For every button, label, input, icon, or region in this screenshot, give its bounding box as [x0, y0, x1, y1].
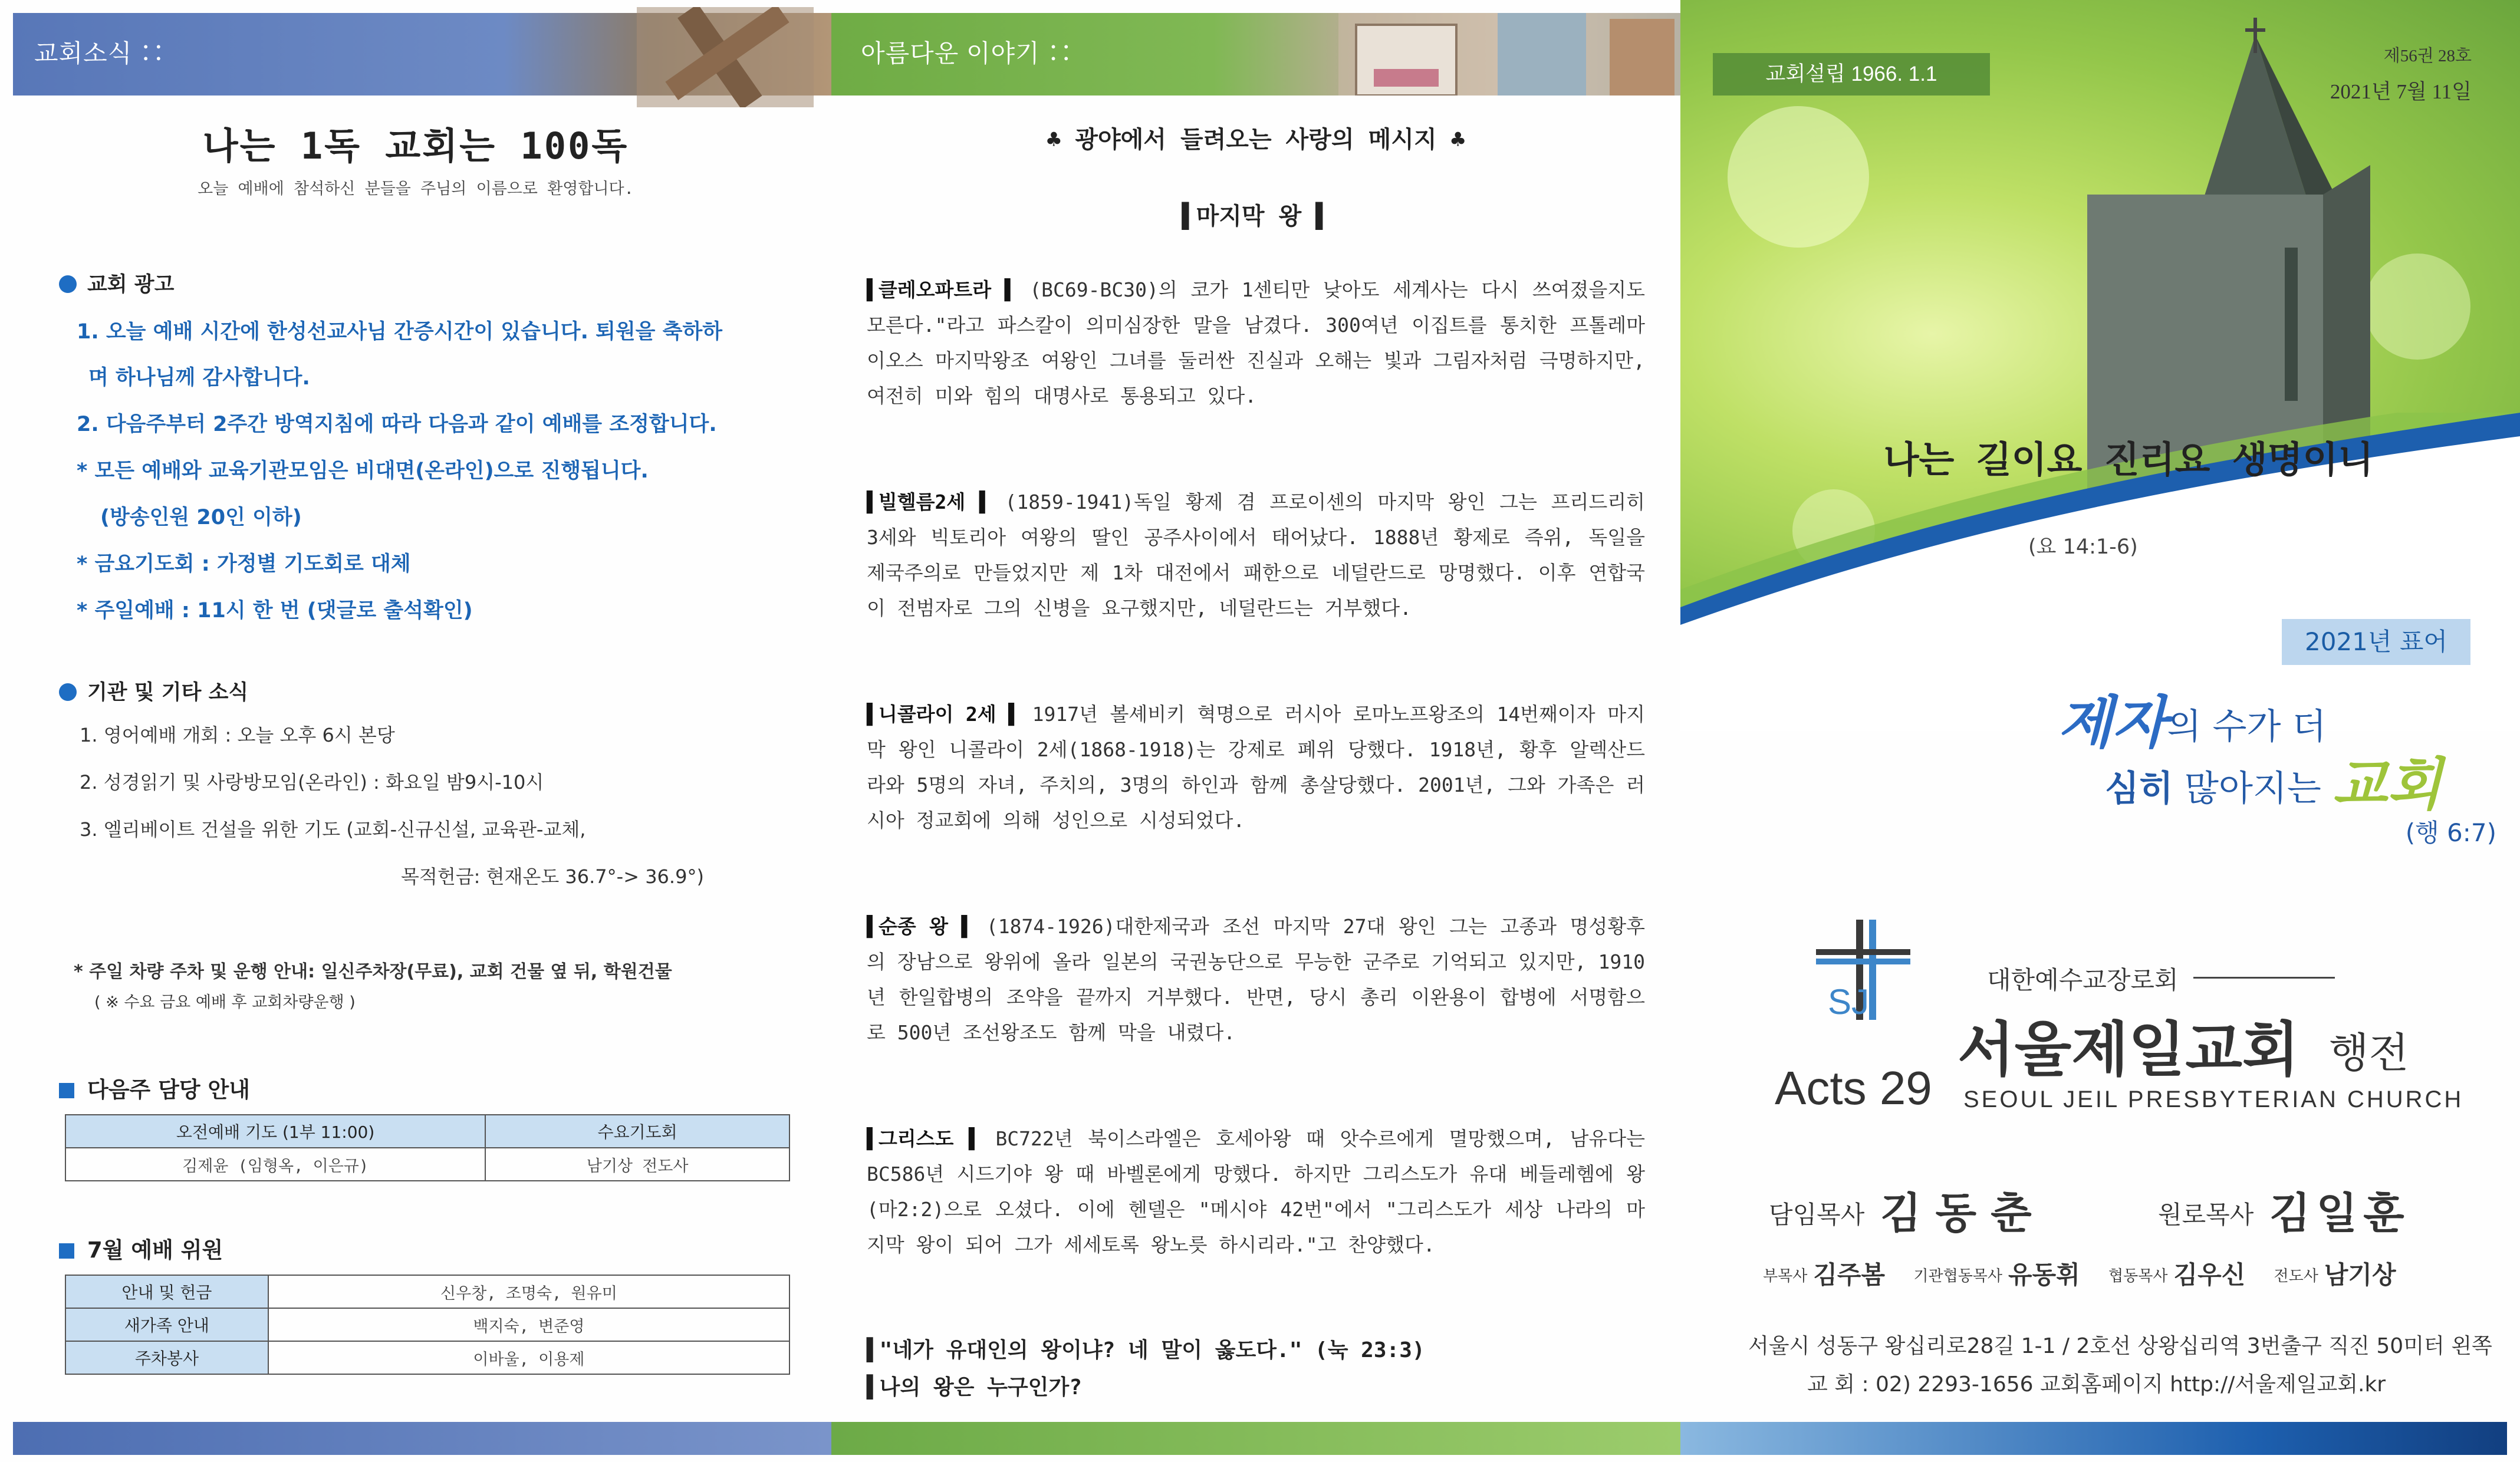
table-row — [65, 1308, 789, 1341]
church-name-english: SEOUL JEIL PRESBYTERIAN CHURCH — [1963, 1086, 2464, 1112]
closing-quote: ▌"네가 유대인의 왕이냐? 네 말이 옳도다." (눅 23:3) — [867, 1338, 1425, 1362]
church-contact: 교 회 : 02) 2293-1656 교회홈페이지 http://서울제일교회.kr — [1807, 1372, 2386, 1397]
table-cell: 남기상 전도사 — [485, 1148, 789, 1181]
next-week-table — [65, 1114, 790, 1181]
church-address: 서울시 성동구 왕십리로28길 1-1 / 2호선 상왕십리역 3번출구 직진 50미터 왼쪽 — [1748, 1334, 2492, 1358]
ad-line: * 금요기도회 : 가정별 기도회로 대체 — [77, 552, 411, 576]
table-row — [65, 1341, 789, 1374]
paragraph-heading: ▌클레오파트라 ▌ — [867, 278, 1016, 301]
motto-tag: 2021년 표어 — [2282, 619, 2470, 665]
story-header-bar — [831, 13, 1680, 96]
church-name: 서울제일교회 — [1958, 1015, 2299, 1084]
story-paragraph: ▌니콜라이 2세 ▌ 1917년 볼셰비키 혁명으로 러시아 로마노프왕조의 14번째이자 마지막 왕인 니콜라이 2세(1868-1918)는 강제로 폐위 당했다. 1918년, 황후 알렉산드라와 5명의 자녀, 주치의, 3명의 하인과 함께 총살당했다. 2001년, 그와 가족은 러시아 정교회에 의해 성인으로 시성되었다. — [867, 703, 1645, 832]
divider — [2193, 977, 2335, 979]
news-header-label: 교회소식 ∷ — [34, 39, 165, 67]
table-cell: 김제윤 (임형옥, 이은규) — [65, 1148, 485, 1181]
story-paragraph: ▌빌헬름2세 ▌ (1859-1941)독일 황제 겸 프로이센의 마지막 왕인 그는 프리드리히 3세와 빅토리아 여왕의 딸인 공주사이에서 태어났다. 1888년 황제로 즉위, 독일을 제국주의로 만들었지만 제 1차 대전에서 패한으로 네덜란드로 망명했다. 이후 연합국이 전범자로 그의 신병을 요구했지만, 네덜란드는 거부했다. — [867, 490, 1645, 620]
staff-list: 부목사 김주봄 기관협동목사 유동휘 협동목사 김우신 전도사 남기상 — [1763, 1260, 2396, 1289]
table-label-cell: 주차봉사 — [65, 1341, 268, 1374]
ad-line: * 모든 예배와 교육기관모임은 비대면(온라인)으로 진행됩니다. — [77, 459, 649, 483]
news-line: 1. 영어예배 개회 : 오늘 오후 6시 본당 — [80, 724, 395, 746]
table-cell: 신우창, 조명숙, 원유미 — [268, 1275, 789, 1308]
ad-line: 2. 다음주부터 2주간 방역지침에 따라 다음과 같이 예배를 조정합니다. — [77, 413, 717, 436]
table-label-cell: 안내 및 헌금 — [65, 1275, 268, 1308]
parking-note: * 주일 차량 주차 및 운행 안내: 일신주차장(무료), 교회 건물 옆 뒤, 학원건물 — [74, 962, 672, 982]
house-window-image — [1338, 13, 1680, 96]
motto-line-2: 심히 많아지는 교회 — [2105, 752, 2442, 818]
july-heading: 7월 예배 위원 — [59, 1232, 223, 1264]
church-name-suffix: 행전 — [2329, 1029, 2409, 1077]
table-row — [65, 1275, 789, 1308]
story-paragraph: ▌클레오파트라 ▌ (BC69-BC30)의 코가 1센티만 낮아도 세계사는 다시 쓰여졌을지도 모른다."라고 파스칼이 의미심장한 말을 남겼다. 300여년 이집트를 통치한 프톨레마이오스 마지막왕조 여왕인 그녀를 둘러싼 진실과 오해는 빛과 그림자처럼 극명하지만, 여전히 미와 힘의 대명사로 통용되고 있다. — [867, 278, 1645, 407]
ads-heading: 교회 광고 — [59, 268, 174, 298]
square-bullet-icon — [59, 1243, 74, 1259]
news-line: 2. 성경읽기 및 사랑방모임(온라인) : 화요일 밤9시-10시 — [80, 771, 544, 793]
table-row — [65, 1148, 789, 1181]
closing-question: ▌나의 왕은 누구인가? — [867, 1375, 1082, 1400]
cover-footer-bar — [1680, 1422, 2507, 1455]
story-header-label: 아름다운 이야기 ∷ — [861, 39, 1073, 67]
paragraph-heading: ▌순종 왕 ▌ — [867, 915, 973, 938]
church-news-panel — [0, 0, 831, 1462]
paragraph-heading: ▌빌헬름2세 ▌ — [867, 490, 991, 513]
news-line: 3. 엘리베이트 건설을 위한 기도 (교회-신규신설, 교육관-교체, — [80, 818, 586, 841]
issue-number: 제56권 28호 — [2383, 47, 2472, 65]
ad-line: 며 하나님께 감사합니다. — [88, 366, 310, 390]
church-logo-icon — [1810, 920, 1916, 1073]
story-panel — [831, 0, 1680, 1462]
next-week-heading: 다음주 담당 안내 — [59, 1072, 250, 1104]
news-line: 목적헌금: 현재온도 36.7°-> 36.9°) — [401, 865, 704, 888]
parking-subnote: ( ※ 수요 금요 예배 후 교회차량운행 ) — [94, 993, 356, 1012]
bullet-icon — [59, 683, 77, 701]
story-title: ♣ 광야에서 들려오는 사랑의 메시지 ♣ — [1047, 126, 1465, 153]
july-committee-table — [65, 1275, 790, 1375]
verse-text: 나는 길이요 진리요 생명이니 — [1883, 438, 2374, 481]
table-label-cell: 새가족 안내 — [65, 1308, 268, 1341]
news-heading: 기관 및 기타 소식 — [59, 676, 248, 706]
emeritus-pastor: 원로목사 김일훈 — [2158, 1188, 2410, 1238]
acts-label: Acts 29 — [1775, 1062, 1932, 1114]
story-paragraph: ▌그리스도 ▌ BC722년 북이스라엘은 호세아왕 때 앗수르에게 멸망했으며, 남유다는 BC586년 시드기야 왕 때 바벨론에게 망했다. 하지만 그리스도가 유대 베들레헴에 왕(마2:2)으로 오셨다. 이에 헨델은 "메시야 42번"에서 "그리스도가 세상 나라의 마지막 왕이 되어 그가 세세토록 왕노릇 하시리라."고 찬양했다. — [867, 1127, 1645, 1256]
table-cell: 백지숙, 변준영 — [268, 1308, 789, 1341]
table-cell: 이바울, 이용제 — [268, 1341, 789, 1374]
table-header-row — [65, 1115, 789, 1148]
ad-line: * 주일예배 : 11시 한 번 (댓글로 출석확인) — [77, 599, 473, 623]
logo-letters: SJ — [1828, 982, 1870, 1022]
motto-reference: (행 6:7) — [2405, 818, 2496, 847]
news-header-bar — [13, 13, 831, 96]
story-footer-bar — [831, 1422, 1680, 1455]
paragraph-heading: ▌그리스도 ▌ — [867, 1127, 981, 1150]
page-title: 나는 1독 교회는 100독 — [202, 124, 629, 167]
story-paragraph: ▌순종 왕 ▌ (1874-1926)대한제국과 조선 마지막 27대 왕인 그는 고종과 명성황후의 장남으로 왕위에 올라 일본의 국권농단으로 무능한 군주로 기억되고 있지만, 1910년 한일합병의 조약을 끝까지 거부했다. 반면, 당시 총리 이완용이 합병에 서명함으로 500년 조선왕조도 함께 막을 내렸다. — [867, 915, 1645, 1044]
ad-line: (방송인원 20인 이하) — [100, 506, 302, 529]
cover-panel — [1680, 0, 2520, 1462]
news-footer-bar — [13, 1422, 831, 1455]
table-header-cell: 오전예배 기도 (1부 11:00) — [65, 1115, 485, 1148]
bulletin-date: 2021년 7월 11일 — [2330, 80, 2472, 103]
senior-pastor: 담임목사 김동춘 — [1769, 1188, 2046, 1238]
ad-line: 1. 오늘 예배 시간에 한성선교사님 간증시간이 있습니다. 퇴원을 축하하 — [77, 320, 723, 344]
denomination: 대한예수교장로회 — [1987, 966, 2179, 995]
square-bullet-icon — [59, 1083, 74, 1098]
wooden-cross-image — [637, 7, 814, 107]
welcome-text: 오늘 예배에 참석하신 분들을 주님의 이름으로 환영합니다. — [198, 180, 634, 198]
story-subtitle: ▌마지막 왕 ▌ — [1182, 203, 1330, 230]
table-header-cell: 수요기도회 — [485, 1115, 789, 1148]
established-badge: 교회설립 1966. 1.1 — [1713, 53, 1990, 96]
paragraph-heading: ▌니콜라이 2세 ▌ — [867, 703, 1021, 726]
motto-line-1: 제자의 수가 더 — [2058, 690, 2327, 756]
verse-reference: (요 14:1-6) — [2028, 535, 2138, 559]
bullet-icon — [59, 275, 77, 293]
